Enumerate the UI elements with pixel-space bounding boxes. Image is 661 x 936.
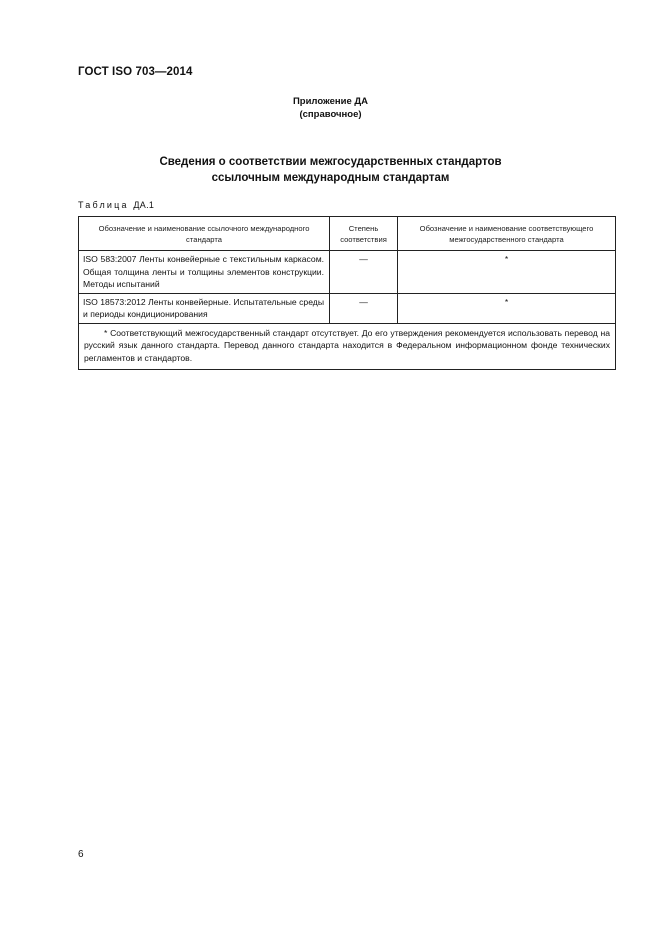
- column-header-degree: Степень соответствия: [330, 217, 398, 251]
- table-caption: [78, 200, 154, 210]
- appendix-subtitle: (справочное): [299, 109, 362, 120]
- cell-degree: —: [330, 293, 398, 323]
- cell-degree: —: [330, 251, 398, 294]
- document-header: ГОСТ ISO 703—2014: [78, 66, 193, 78]
- column-header-interstate-standard: Обозначение и наименование соответствующего межгосударственного стандарта: [398, 217, 616, 251]
- table-caption-label: Таблица: [78, 200, 129, 210]
- table-row: [79, 293, 616, 323]
- section-title-line-1: Сведения о соответствии межгосударственных стандартов: [159, 156, 502, 168]
- appendix-title: Приложение ДА: [292, 96, 369, 107]
- table-caption-number: ДА.1: [133, 200, 155, 210]
- table-footnote-row: [79, 323, 616, 369]
- page-number: 6: [78, 849, 84, 860]
- table-header-row: [79, 217, 616, 251]
- cell-reference-standard: ISO 18573:2012 Ленты конвейерные. Испытательные среды и периоды кондиционирования: [79, 293, 330, 323]
- section-title-line-2: ссылочным международным стандартам: [211, 172, 450, 184]
- table-row: [79, 251, 616, 294]
- cell-reference-standard: ISO 583:2007 Ленты конвейерные с текстильным каркасом. Общая толщина ленты и толщины элементов конструкции. Методы испытаний: [79, 251, 330, 294]
- table-footnote: [79, 323, 616, 369]
- cell-interstate-standard: *: [398, 293, 616, 323]
- standards-correspondence-table: [78, 216, 616, 370]
- column-header-reference-standard: Обозначение и наименование ссылочного международного стандарта: [79, 217, 330, 251]
- cell-interstate-standard: *: [398, 251, 616, 294]
- table-footnote-text: * Соответствующий межгосударственный стандарт отсутствует. До его утверждения рекомендуется использовать перевод на русский язык данного стандарта. Перевод данного стандарта находится в Федеральном информационном фонде технических регламентов и стандартов.: [84, 327, 610, 364]
